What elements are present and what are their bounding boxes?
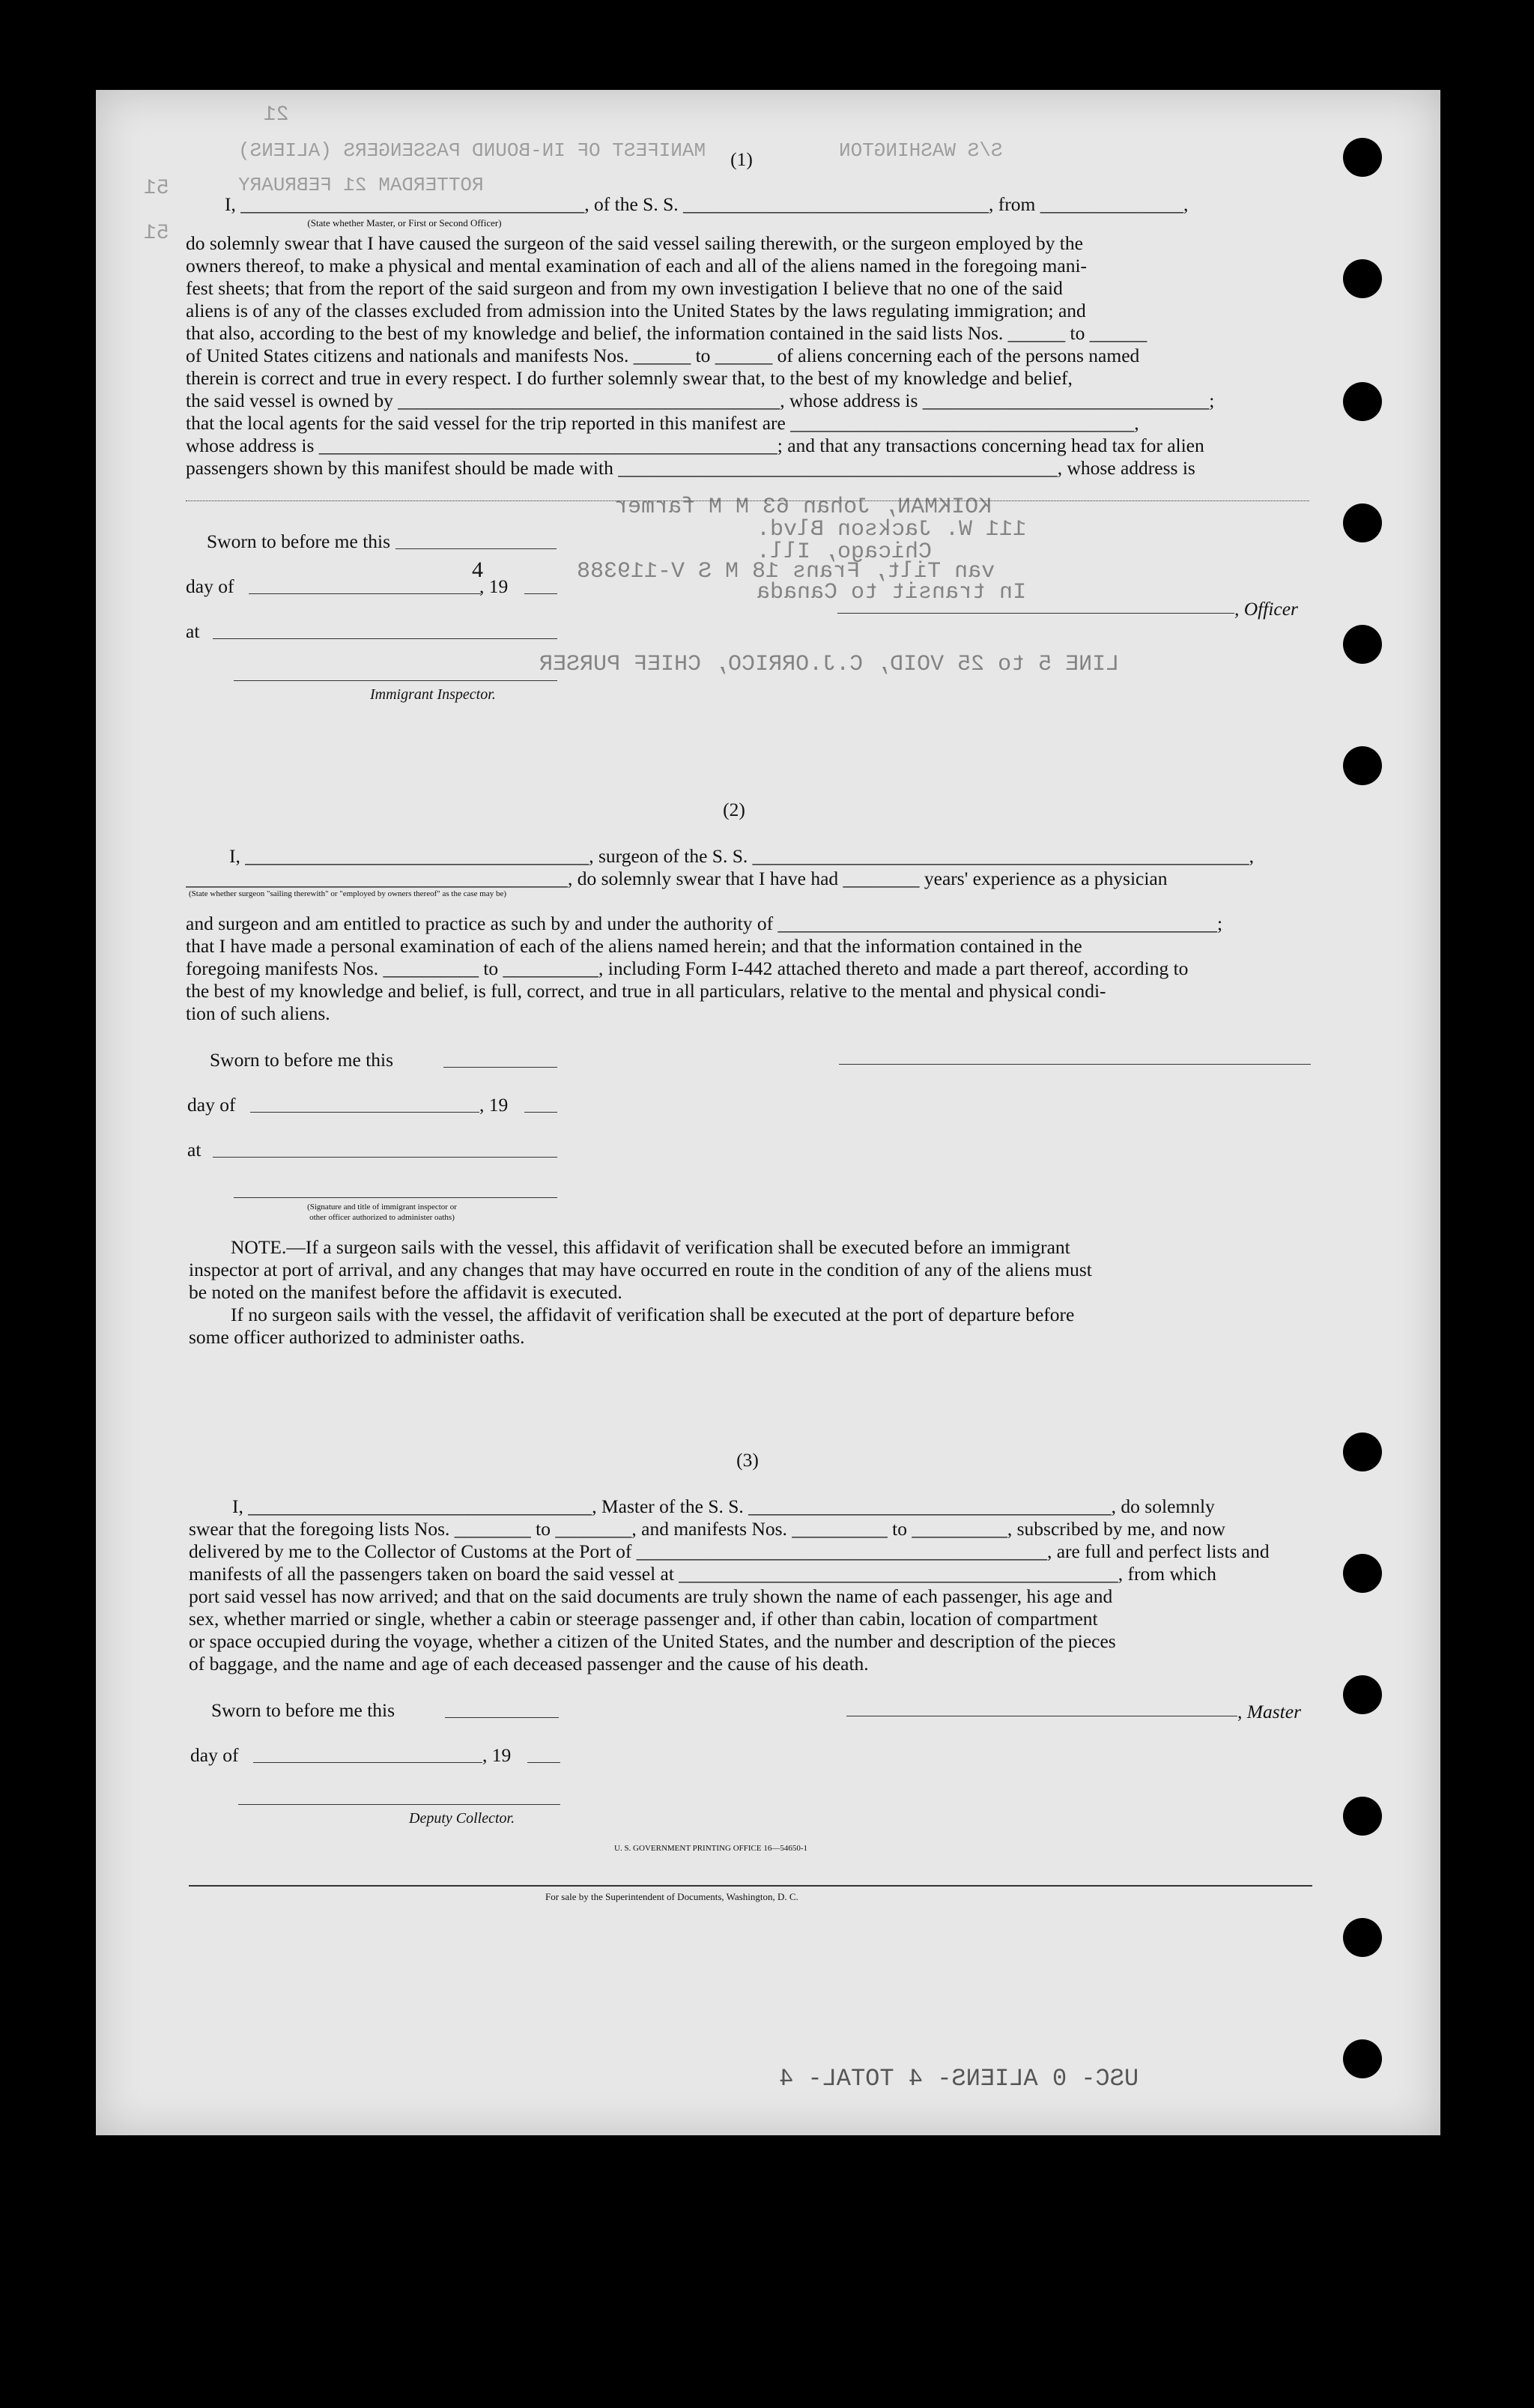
punch-hole <box>1343 746 1382 785</box>
punch-hole <box>1343 1675 1382 1714</box>
sworn-label: Sworn to before me this <box>207 530 391 552</box>
year-line <box>524 593 557 594</box>
surgeon-signature-line <box>839 1064 1311 1065</box>
day-line <box>249 593 481 594</box>
oath-text: and surgeon and am entitled to practice as such by and under the authority of ______________________________________________; <box>186 913 1223 934</box>
sworn-label: Sworn to before me this <box>211 1699 395 1721</box>
punch-hole <box>1343 625 1382 664</box>
inspector-line <box>234 1197 557 1198</box>
punch-hole <box>1343 259 1382 298</box>
handwritten-totals: USC- 0 ALIENS- 4 TOTAL- 4 <box>779 2065 1139 2093</box>
oath-text: the best of my knowledge and belief, is full, correct, and true in all particulars, relative to the mental and physical condi- <box>186 980 1106 1002</box>
at-line <box>213 638 557 639</box>
punch-hole <box>1343 382 1382 421</box>
printing-office-imprint: U. S. GOVERNMENT PRINTING OFFICE 16—54650-1 <box>614 1844 808 1853</box>
oath-text: that the local agents for the said vessel for the trip reported in this manifest are ____________________________________, <box>186 412 1139 434</box>
section2-experience-line: ________________________________________, do solemnly swear that I have had ________ years' experience as a physician <box>186 868 1168 889</box>
bleed-passenger-line: van Tilt, Frans 18 M S V-119388 <box>577 559 995 584</box>
oath-text: of baggage, and the name and age of each deceased passenger and the cause of his death. <box>189 1653 869 1675</box>
punch-hole <box>1343 1918 1382 1957</box>
oath-text: swear that the foregoing lists Nos. ________ to ________, and manifests Nos. __________ to __________, subscribed by me, and now <box>189 1518 1225 1540</box>
bleed-margin-number: 51 <box>144 177 169 200</box>
signature-title-note: other officer authorized to administer oaths) <box>309 1213 455 1222</box>
bleed-header: ROTTERDAM 21 FEBRUARY <box>238 174 484 196</box>
footer-rule <box>189 1885 1312 1887</box>
oath-text: the said vessel is owned by ________________________________________, whose address is ______________________________; <box>186 390 1215 411</box>
date-line <box>443 1067 557 1068</box>
note-text: If no surgeon sails with the vessel, the affidavit of verification shall be executed at the port of departure before <box>231 1304 1075 1325</box>
oath-text: tion of such aliens. <box>186 1002 330 1024</box>
section1-opening-line: I, ____________________________________, of the S. S. ________________________________, from _______________, <box>225 193 1189 215</box>
oath-text: sex, whether married or single, whether a cabin or steerage passenger and, if other than cabin, location of compartment <box>189 1608 1098 1630</box>
officer-rank-note: (State whether Master, or First or Second Officer) <box>307 217 502 229</box>
officer-line <box>837 613 1234 614</box>
bleed-passenger-line: In transit to Canada <box>757 580 1027 605</box>
oath-text: of United States citizens and nationals and manifests Nos. ______ to ______ of aliens concerning each of the persons named <box>186 345 1140 366</box>
oath-text: that I have made a personal examination of each of the aliens named herein; and that the information contained in the <box>186 935 1082 957</box>
note-text: some officer authorized to administer oaths. <box>189 1326 525 1348</box>
sworn-label: Sworn to before me this <box>210 1049 394 1071</box>
oath-text: foregoing manifests Nos. __________ to __________, including Form I-442 attached thereto and made a part thereof, according to <box>186 958 1189 979</box>
oath-text: whose address is ________________________________________________; and that any transactions concerning head tax for alien <box>186 435 1204 456</box>
officer-label: , Officer <box>1234 598 1298 620</box>
bleed-passenger-line: KOIKMAN, Johan 63 M M farmer <box>614 494 992 520</box>
oath-text: passengers shown by this manifest should be made with ______________________________________________, whose address is <box>186 457 1195 479</box>
bleed-void-note: LINE 5 to 25 VOID, C.J.ORRICO, CHIEF PURSER <box>539 652 1120 677</box>
bleed-passenger-line: 111 W. Jackson Blvd. <box>757 517 1027 542</box>
at-label: at <box>186 620 200 642</box>
bleed-header: MANIFEST OF IN-BOUND PASSENGERS (ALIENS) <box>238 139 706 162</box>
year-label: , 19 <box>479 1094 509 1116</box>
punch-hole <box>1343 503 1382 542</box>
at-line <box>213 1157 557 1158</box>
bleed-header: S/S WASHINGTON <box>839 139 1003 162</box>
bleed-margin-number: 51 <box>144 222 169 245</box>
signature-line <box>186 500 1309 501</box>
signature-title-note: (Signature and title of immigrant inspector or <box>307 1203 457 1211</box>
punch-hole <box>1343 138 1382 177</box>
punch-hole <box>1343 1797 1382 1836</box>
day-of-label: day of <box>190 1744 239 1766</box>
section2-opening-line: I, ____________________________________, surgeon of the S. S. ____________________________________________________, <box>229 845 1255 867</box>
inspector-label: Immigrant Inspector. <box>370 686 496 703</box>
punch-hole <box>1343 2039 1382 2078</box>
year-label: , 19 <box>482 1744 512 1766</box>
oath-text: fest sheets; that from the report of the said surgeon and from my own investigation I believe that no one of the said <box>186 277 1063 299</box>
collector-label: Deputy Collector. <box>409 1810 515 1827</box>
collector-line <box>238 1804 560 1805</box>
date-line <box>395 548 557 549</box>
oath-text: delivered by me to the Collector of Customs at the Port of ___________________________________________, are full and perfect lists and <box>189 1540 1270 1562</box>
year-label: , 19 <box>479 575 509 597</box>
oath-text: or space occupied during the voyage, whether a citizen of the United States, and the number and description of the pieces <box>189 1630 1116 1652</box>
note-text: NOTE.—If a surgeon sails with the vessel, this affidavit of verification shall be executed before an immigrant <box>231 1236 1070 1258</box>
oath-text: I, ____________________________________, Master of the S. S. ______________________________________, do solemnly <box>232 1495 1215 1517</box>
oath-text: port said vessel has now arrived; and that on the said documents are truly shown the name of each passenger, his age and <box>189 1585 1113 1607</box>
handwritten-day: 4 <box>472 557 483 582</box>
inspector-line <box>234 680 557 681</box>
oath-text: do solemnly swear that I have caused the surgeon of the said vessel sailing therewith, or the surgeon employed by the <box>186 232 1083 254</box>
punch-hole <box>1343 1433 1382 1471</box>
day-of-label: day of <box>187 1094 236 1116</box>
section-number: (3) <box>736 1449 759 1471</box>
note-text: inspector at port of arrival, and any changes that may have occurred en route in the condition of any of the aliens must <box>189 1259 1092 1280</box>
master-label: , Master <box>1237 1701 1301 1722</box>
bleed-top-number: 21 <box>264 103 289 127</box>
day-line <box>250 1112 479 1113</box>
for-sale-notice: For sale by the Superintendent of Documents, Washington, D. C. <box>545 1891 798 1902</box>
oath-text: aliens is of any of the classes excluded from admission into the United States by the laws regulating immigration; and <box>186 300 1086 321</box>
date-line <box>445 1717 559 1718</box>
at-label: at <box>187 1139 201 1161</box>
note-text: be noted on the manifest before the affidavit is executed. <box>189 1281 622 1303</box>
oath-text: that also, according to the best of my knowledge and belief, the information contained in the said lists Nos. ______ to ______ <box>186 322 1148 344</box>
bleed-passenger-line: Chicago, Ill. <box>757 539 933 565</box>
section-number: (2) <box>723 799 745 820</box>
year-line <box>524 1112 557 1113</box>
oath-text: owners thereof, to make a physical and mental examination of each and all of the aliens named in the foregoing mani- <box>186 255 1088 276</box>
oath-text: manifests of all the passengers taken on board the said vessel at ______________________________________________, from which <box>189 1563 1216 1585</box>
section-number: (1) <box>730 148 753 170</box>
oath-text: therein is correct and true in every respect. I do further solemnly swear that, to the best of my knowledge and belief, <box>186 367 1073 389</box>
punch-hole <box>1343 1554 1382 1593</box>
surgeon-status-note: (State whether surgeon "sailing therewith" or "employed by owners thereof" as the case may be) <box>189 889 507 898</box>
day-line <box>253 1762 482 1763</box>
day-of-label: day of <box>186 575 234 597</box>
year-line <box>527 1762 560 1763</box>
